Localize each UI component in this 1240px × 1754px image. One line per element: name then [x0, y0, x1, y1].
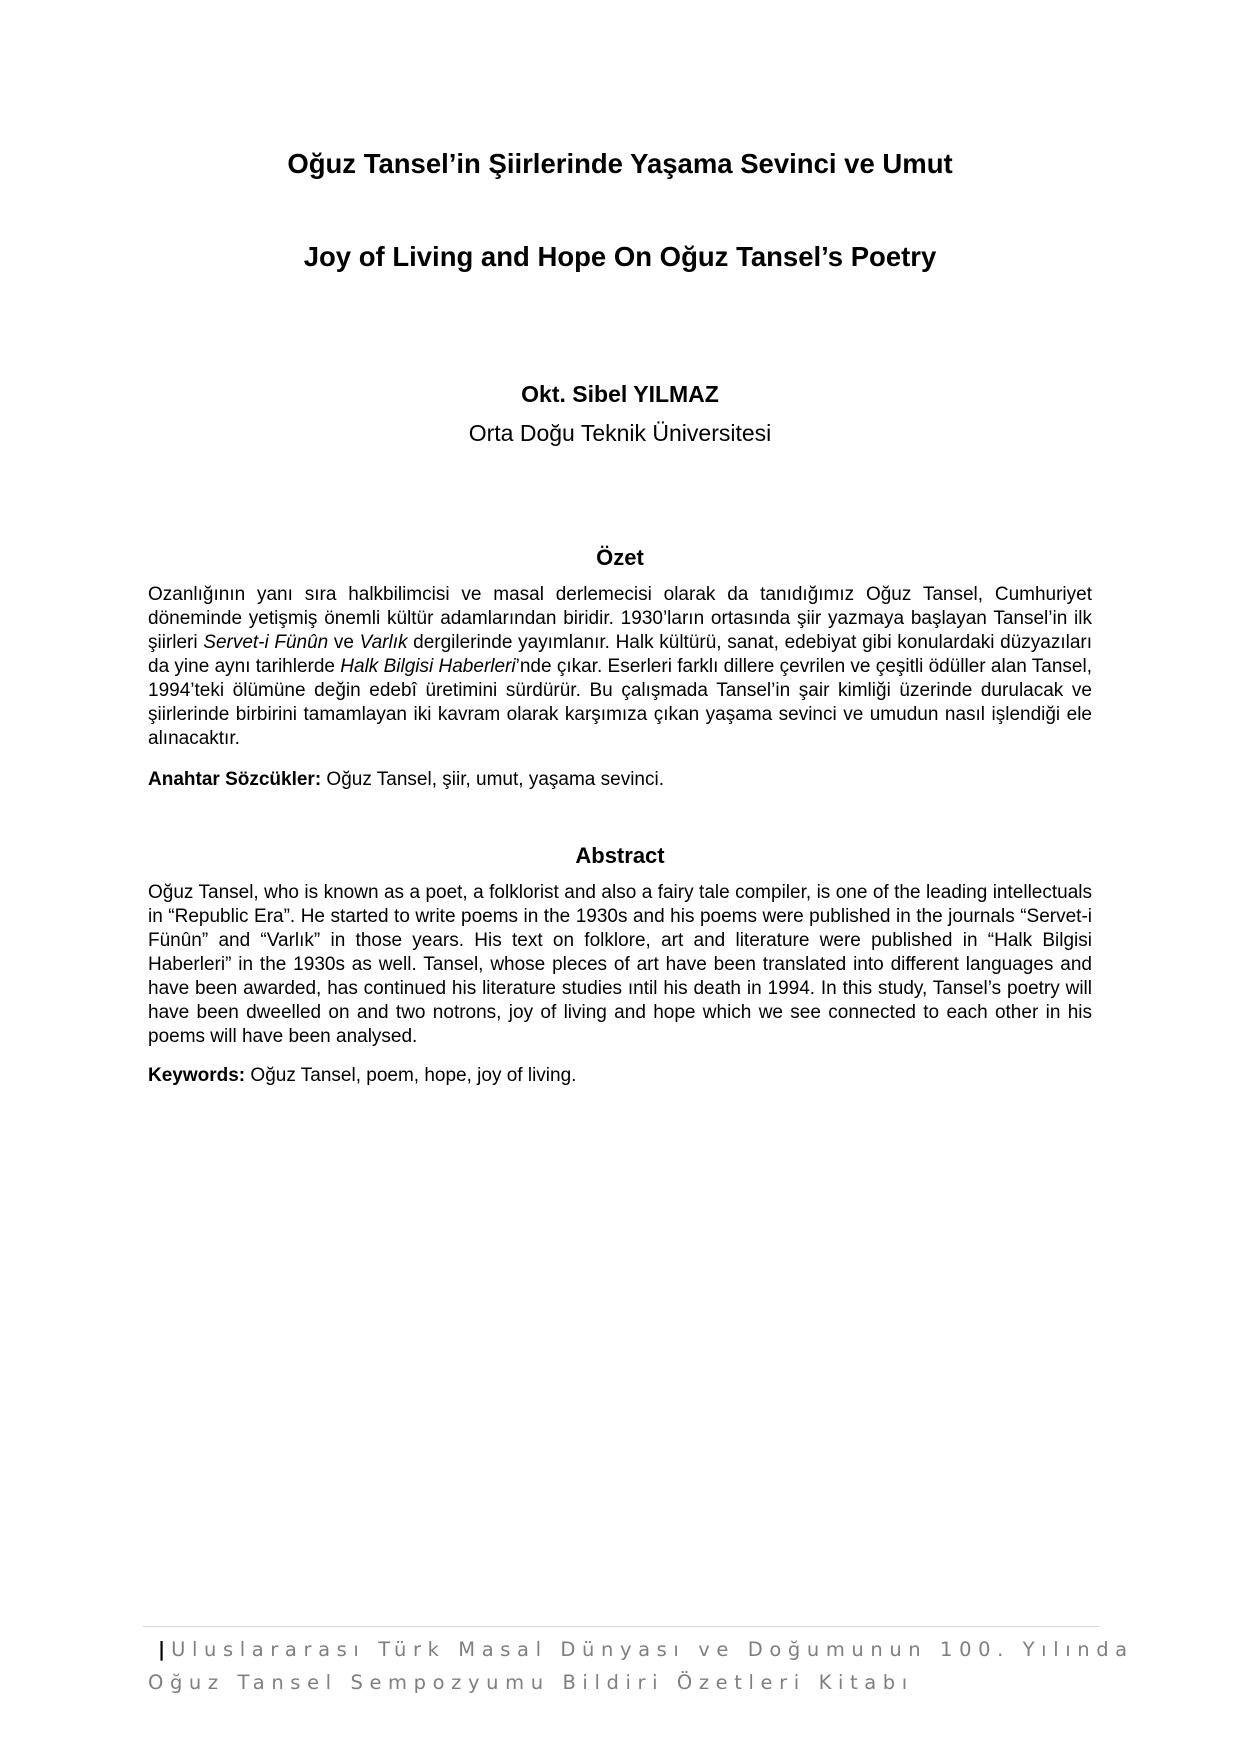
- footer-bar-mark: |: [158, 1638, 166, 1661]
- ozet-italic-journal-servet: Servet-i Fünûn: [203, 632, 329, 653]
- ozet-keywords-text: Oğuz Tansel, şiir, umut, yaşama sevinci.: [321, 769, 665, 790]
- ozet-italic-journal-halk-bilgisi: Halk Bilgisi Haberleri: [340, 656, 516, 677]
- ozet-italic-journal-varlik: Varlık: [359, 632, 408, 653]
- ozet-keywords-label: Anahtar Sözcükler:: [148, 769, 322, 790]
- ozet-heading: Özet: [596, 545, 644, 570]
- abstract-keywords-text: Oğuz Tansel, poem, hope, joy of living.: [245, 1065, 577, 1086]
- ozet-text-segment: Ozanlığının yanı sıra halkbilimcisi ve masal derlemecisi olarak da tanıdığımız Oğuz Tansel, Cumhuriyet döneminde yetişmiş önemli kültür adamlarından biridir. 1930’ların ortasında şiir yazmaya başlayan Tansel’in ilk şiirleri: [148, 584, 1092, 653]
- author-affiliation: Orta Doğu Teknik Üniversitesi: [468, 420, 772, 446]
- ozet-keywords: [148, 768, 1092, 792]
- footer-divider: [143, 1626, 1099, 1627]
- footer-line-2: Oğuz Tansel Sempozyumu Bildiri Özetleri Kitabı: [148, 1671, 914, 1694]
- page-footer: [148, 1633, 1134, 1699]
- paper-title-english: Joy of Living and Hope On Oğuz Tansel’s Poetry: [303, 241, 937, 272]
- ozet-text-segment: ’nde çıkar. Eserleri farklı dillere çevrilen ve çeşitli ödüller alan Tansel, 1994’teki ölümüne değin edebî üretimini sürdürür. Bu çalışmada Tansel’in şair kimliği üzerinde durulacak ve şiirlerinde birbirini tamamlayan iki kavram olarak karşımıza çıkan yaşama sevinci ve umudun nasıl işlendiği ele alınacaktır.: [148, 656, 1092, 749]
- ozet-text-segment: dergilerinde yayımlanır. Halk kültürü, sanat, edebiyat gibi konulardaki düzyazıları da yine aynı tarihlerde: [148, 632, 1092, 677]
- author-name: Okt. Sibel YILMAZ: [521, 381, 719, 407]
- paper-title-turkish: Oğuz Tansel’in Şiirlerinde Yaşama Sevinci ve Umut: [287, 148, 953, 179]
- abstract-keywords-label: Keywords:: [148, 1065, 246, 1086]
- footer-line-1-text: Uluslararası Türk Masal Dünyası ve Doğumunun 100. Yılında: [171, 1638, 1134, 1661]
- ozet-paragraph: [148, 583, 1092, 751]
- ozet-text-segment: ve: [328, 632, 360, 653]
- abstract-keywords: [148, 1064, 1092, 1088]
- footer-line-1: [148, 1633, 1134, 1666]
- abstract-heading: Abstract: [575, 843, 665, 868]
- abstract-paragraph: Oğuz Tansel, who is known as a poet, a folklorist and also a fairy tale compiler, is one of the leading intellectuals in “Republic Era”. He started to write poems in the 1930s and his poems were published in the journals “Servet-i Fünûn” and “Varlık” in those years. His text on folklore, art and literature were published in “Halk Bilgisi Haberleri” in the 1930s as well. Tansel, whose pleces of art have been translated into different languages and have been awarded, has continued his literature studies ıntil his death in 1994. In this study, Tansel’s poetry will have been dweelled on and two notrons, joy of living and hope which we see connected to each other in his poems will have been analysed.: [148, 882, 1092, 1047]
